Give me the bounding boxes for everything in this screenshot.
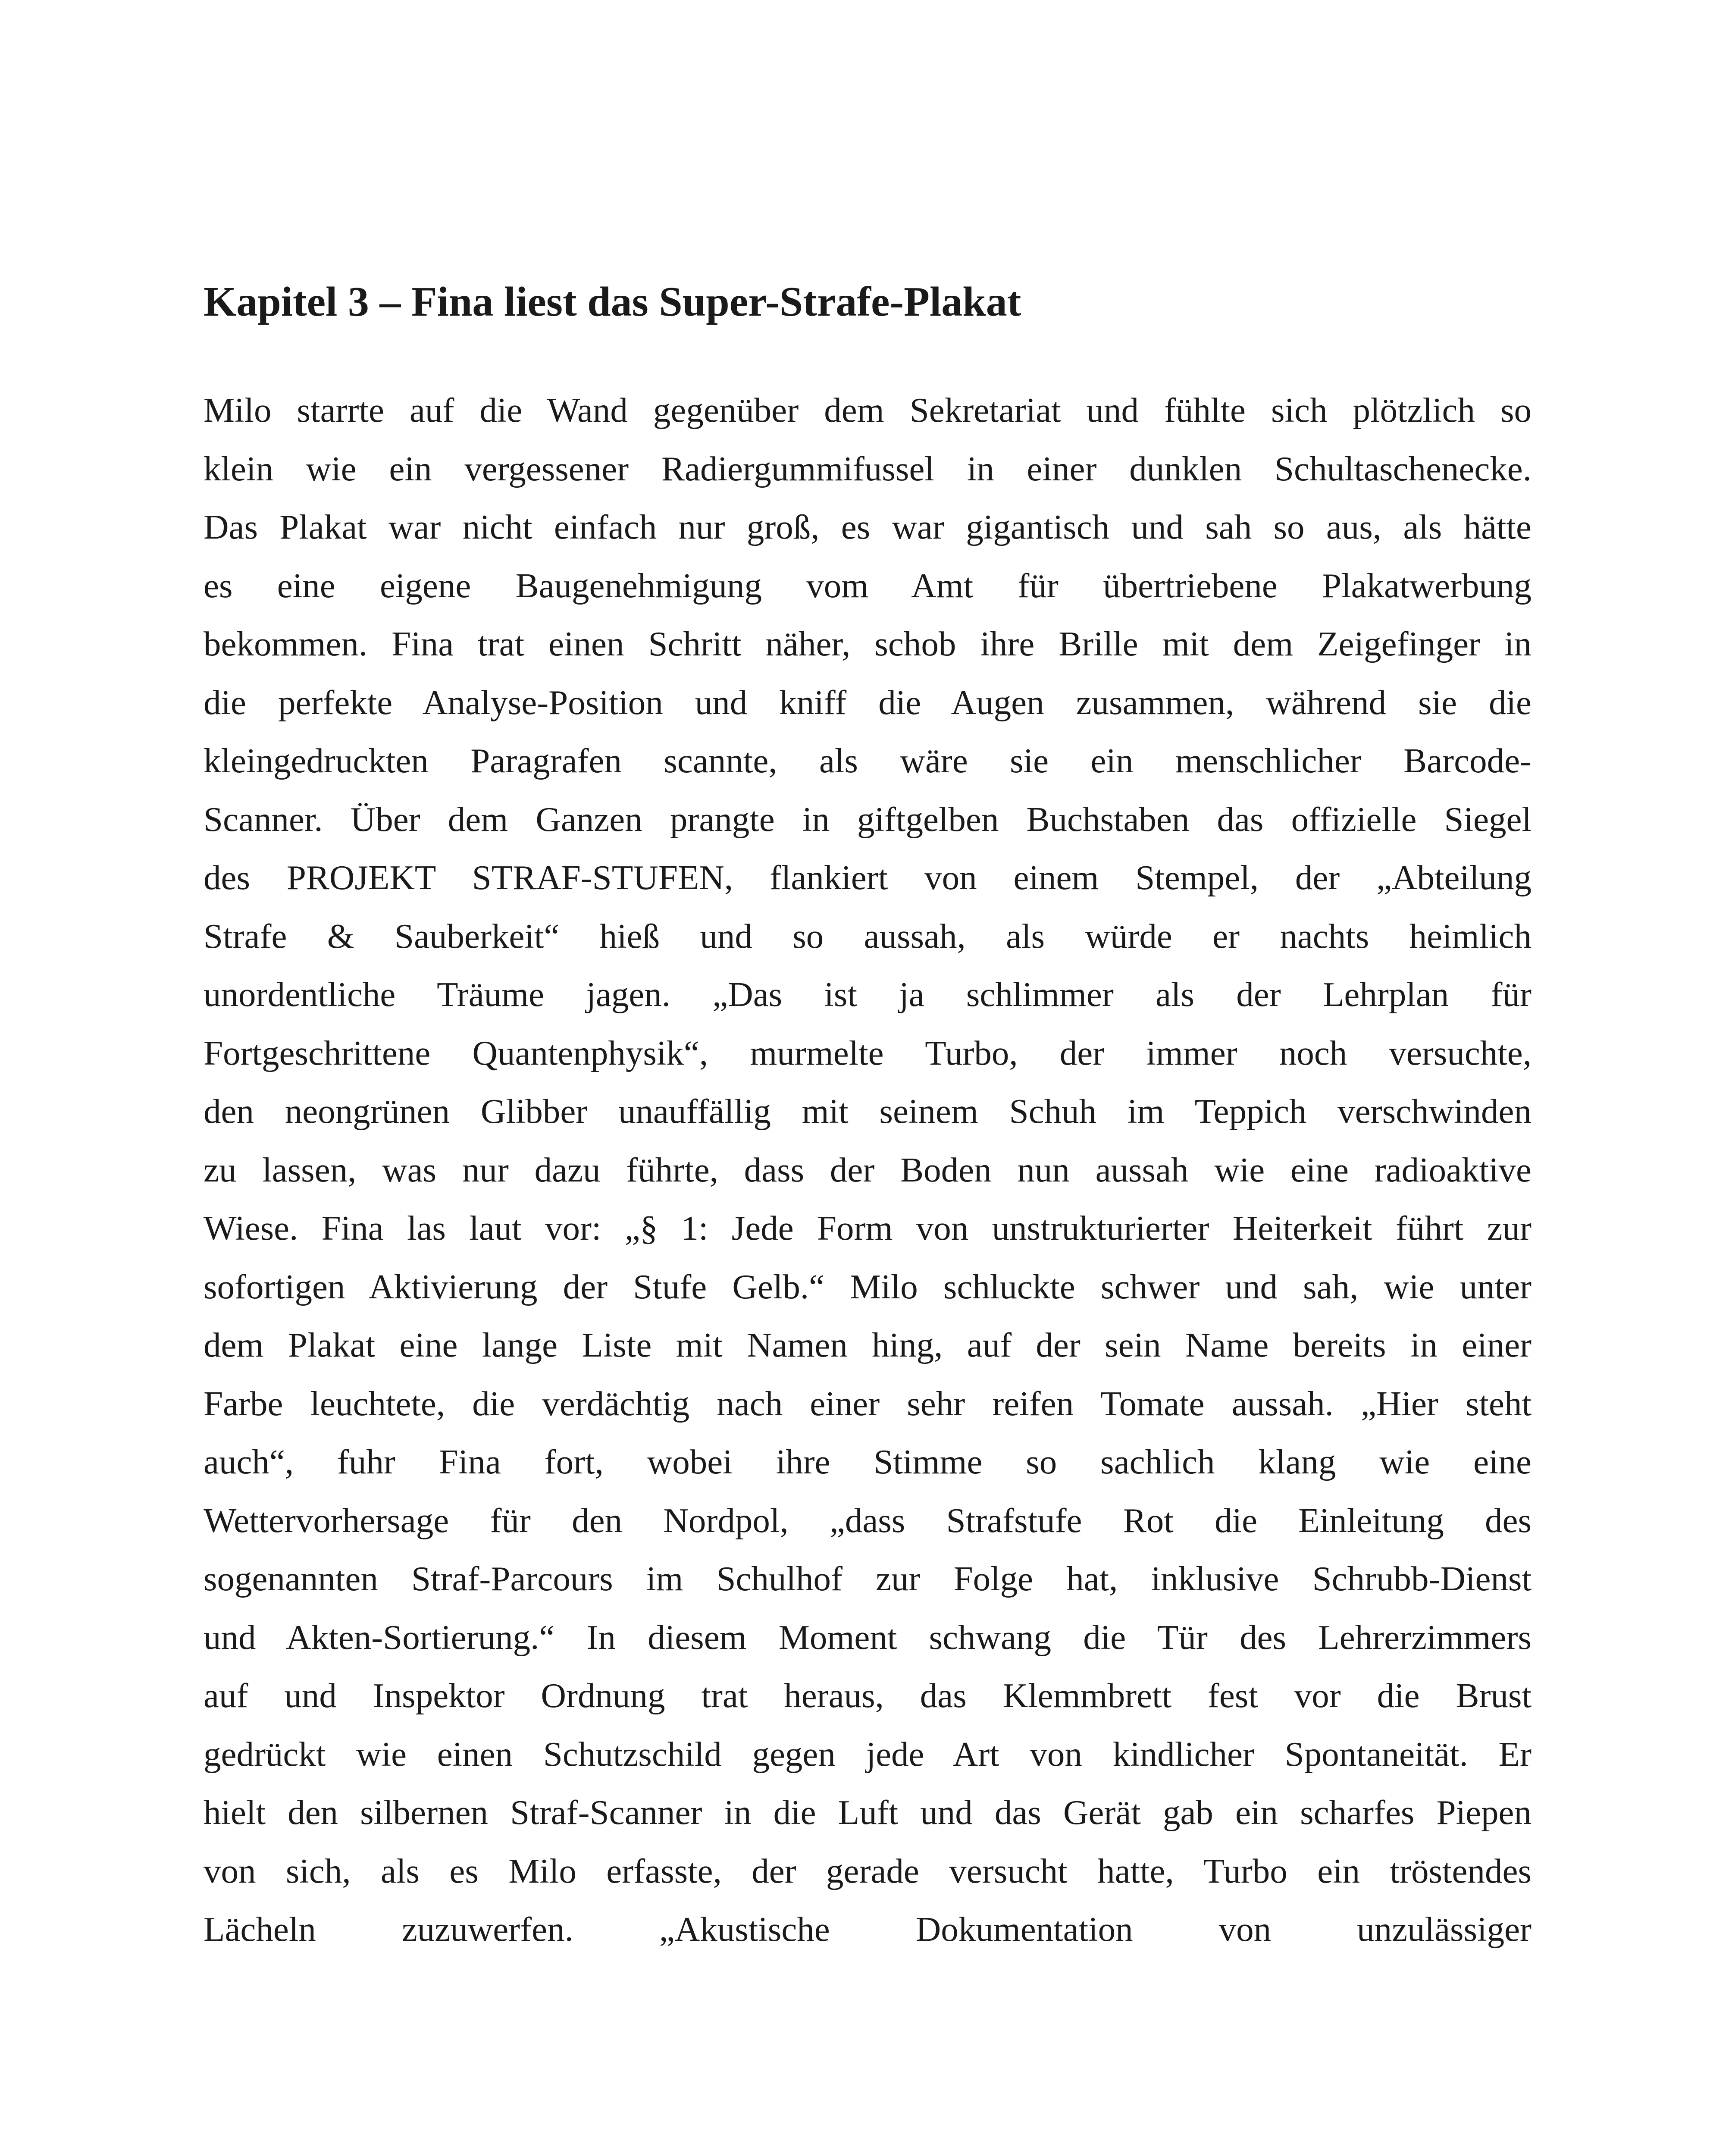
paragraph-line: gedrückt wie einen Schutzschild gegen jede Art von kindlicher Spontaneität. Er <box>204 1734 1532 1774</box>
paragraph-line: Fortgeschrittene Quantenphysik“, murmelte Turbo, der immer noch versuchte, <box>204 1033 1532 1072</box>
paragraph-line: Wiese. Fina las laut vor: „§ 1: Jede Form von unstrukturierter Heiterkeit führt zur <box>204 1209 1532 1247</box>
paragraph-line: hielt den silbernen Straf-Scanner in die Luft und das Gerät gab ein scharfes Piepen <box>204 1793 1532 1832</box>
paragraph-line: auf und Inspektor Ordnung trat heraus, das Klemmbrett fest vor die Brust <box>204 1676 1532 1715</box>
paragraph-line: zu lassen, was nur dazu führte, dass der Boden nun aussah wie eine radioaktive <box>204 1150 1532 1189</box>
paragraph-line: Milo starrte auf die Wand gegenüber dem Sekretariat und fühlte sich plötzlich so <box>204 391 1532 429</box>
paragraph-line: und Akten-Sortierung.“ In diesem Moment schwang die Tür des Lehrerzimmers <box>204 1617 1532 1657</box>
paragraph-line: dem Plakat eine lange Liste mit Namen hing, auf der sein Name bereits in einer <box>204 1326 1532 1364</box>
paragraph-line: unordentliche Träume jagen. „Das ist ja schlimmer als der Lehrplan für <box>204 975 1532 1014</box>
paragraph-line: kleingedruckten Paragrafen scannte, als wäre sie ein menschlicher Barcode- <box>204 741 1532 780</box>
paragraph-line: es eine eigene Baugenehmigung vom Amt für übertriebene Plakatwerbung <box>204 566 1532 605</box>
paragraph-line: klein wie ein vergessener Radiergummifussel in einer dunklen Schultaschenecke. <box>204 449 1532 488</box>
paragraph-line: Strafe & Sauberkeit“ hieß und so aussah, als würde er nachts heimlich <box>204 916 1532 956</box>
chapter-paragraph <box>204 381 1532 1959</box>
paragraph-line: auch“, fuhr Fina fort, wobei ihre Stimme so sachlich klang wie eine <box>204 1442 1532 1481</box>
chapter-title: Kapitel 3 – Fina liest das Super-Strafe-Plakat <box>204 279 1021 325</box>
paragraph-line: bekommen. Fina trat einen Schritt näher, schob ihre Brille mit dem Zeigefinger in <box>204 624 1532 663</box>
paragraph-line: Farbe leuchtete, die verdächtig nach einer sehr reifen Tomate aussah. „Hier steht <box>204 1384 1532 1423</box>
paragraph-line: die perfekte Analyse-Position und kniff die Augen zusammen, während sie die <box>204 683 1532 722</box>
paragraph-line: von sich, als es Milo erfasste, der gerade versucht hatte, Turbo ein tröstendes <box>204 1851 1532 1890</box>
paragraph-line: Das Plakat war nicht einfach nur groß, es war gigantisch und sah so aus, als hätte <box>204 508 1532 546</box>
paragraph-line: den neongrünen Glibber unauffällig mit seinem Schuh im Teppich verschwinden <box>204 1092 1532 1131</box>
paragraph-line: Scanner. Über dem Ganzen prangte in giftgelben Buchstaben das offizielle Siegel <box>204 799 1532 839</box>
paragraph-line: des PROJEKT STRAF-STUFEN, flankiert von einem Stempel, der „Abteilung <box>204 858 1532 897</box>
paragraph-line: sofortigen Aktivierung der Stufe Gelb.“ Milo schluckte schwer und sah, wie unter <box>204 1267 1532 1306</box>
paragraph-line: sogenannten Straf-Parcours im Schulhof zur Folge hat, inklusive Schrubb-Dienst <box>204 1559 1532 1598</box>
paragraph-line: Wettervorhersage für den Nordpol, „dass Strafstufe Rot die Einleitung des <box>204 1501 1532 1540</box>
paragraph-line: Lächeln zuzuwerfen. „Akustische Dokumentation von unzulässiger <box>204 1910 1532 1949</box>
